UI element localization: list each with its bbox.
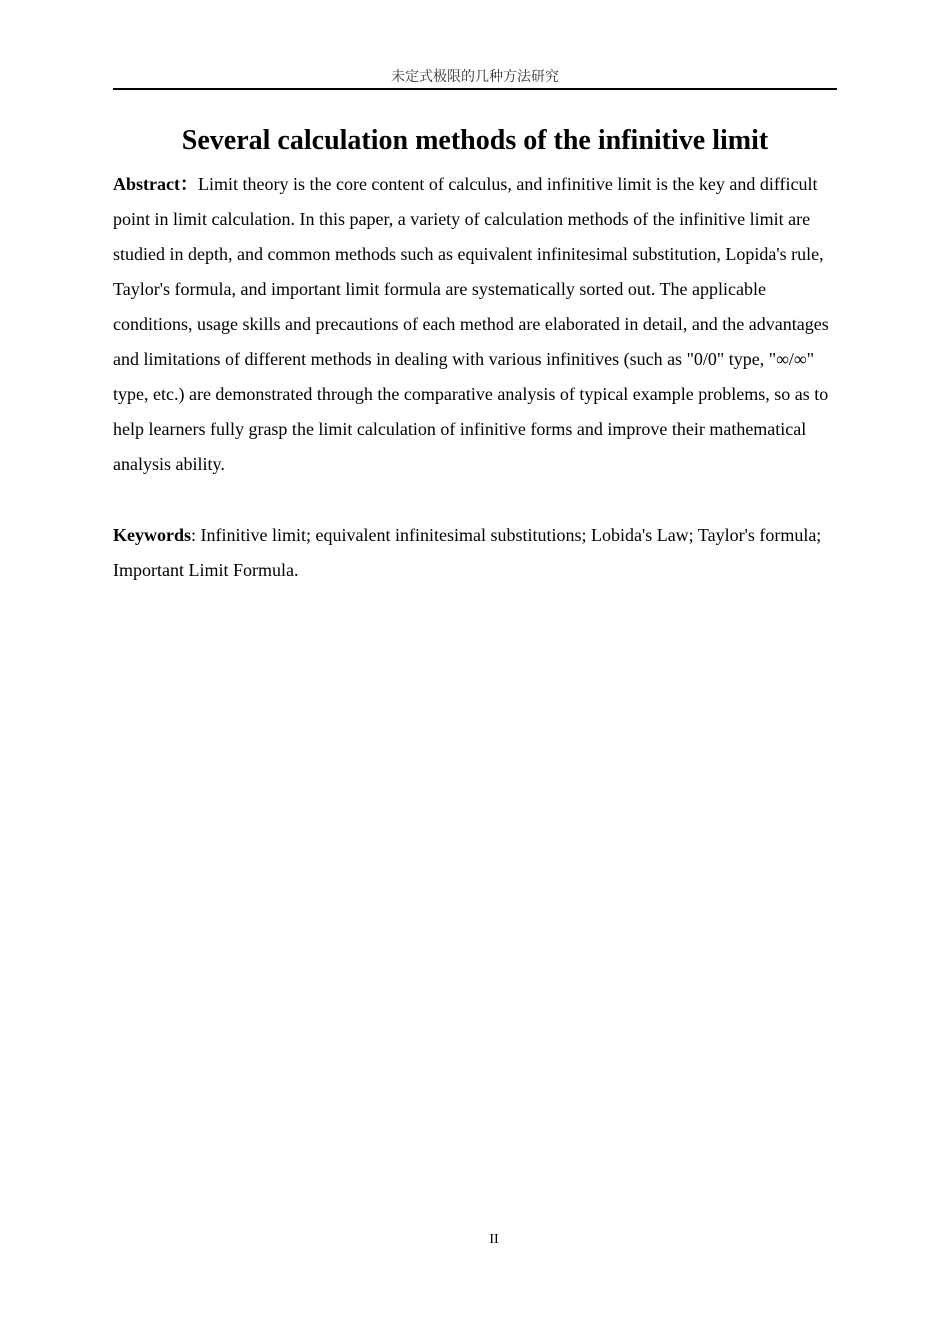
abstract-label: Abstract： — [113, 174, 198, 194]
abstract-text: Limit theory is the core content of calculus, and infinitive limit is the key and difficult point in limit calculation. In this paper, a variety of calculation methods of the infinitive limit are studied in depth, and common methods such as equivalent infinitesimal substitution, Lopida's rule, Taylor's formula, and important limit formula are systematically sorted out. The applicable conditions, usage skills and precautions of each method are elaborated in detail, and the advantages and limitations of different methods in dealing with various infinitives (such as "0/0" type, "∞/∞" type, etc.) are demonstrated through the comparative analysis of typical example problems, so as to help learners fully grasp the limit calculation of infinitive forms and improve their mathematical analysis ability. — [113, 174, 829, 474]
running-header — [113, 66, 837, 90]
running-header-title: 未定式极限的几种方法研究 — [391, 69, 559, 85]
paper-title: Several calculation methods of the infinitive limit — [181, 125, 769, 156]
keywords-paragraph — [113, 518, 837, 588]
page-number: II — [489, 1232, 499, 1247]
abstract-paragraph — [113, 167, 837, 482]
keywords-text: : Infinitive limit; equivalent infinitesimal substitutions; Lobida's Law; Taylor's formula; Important Limit Formula. — [113, 525, 822, 580]
keywords-label: Keywords — [113, 525, 191, 545]
